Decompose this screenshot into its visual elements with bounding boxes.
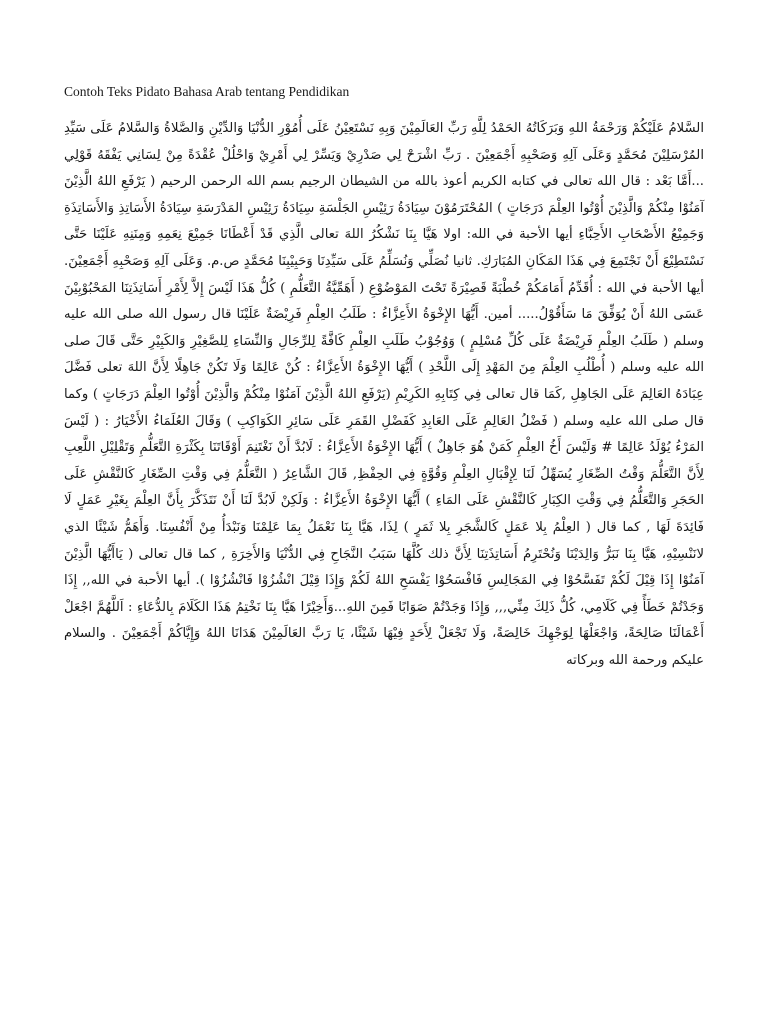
document-page (64, 84, 704, 674)
speech-body-text: السَّلامُ عَلَيْكُمْ وَرَحْمَةُ اللهِ وَبَرَكَاتُهُ الحَمْدُ لِلَّهِ رَبِّ العَالَمِيْنَ وَبِهِ نَسْتَعِيْنُ عَلَى أُمُوْرِ الدُّنْيَا وَالدِّيْنِ وَالصَّلاةُ وَالسَّلامُ عَلَى سَيِّدِ المُرْسَلِيْنَ مُحَمَّدٍ وَعَلَى آلِهِ وَصَحْبِهِ أَجْمَعِيْنَ . رَبِّ اشْرَحْ لِي صَدْرِيْ وَيَسِّرْ لِي أَمْرِيْ وَاحْلُلْ عُقْدَةً مِنْ لِسَانِي يَفْقَهُ قَوْلِي ...أَمَّا بَعْد : قال الله تعالى في كتابه الكريم أعوذ بالله من الشيطان الرجيم بسم الله الرحمن الرحيم ( يَرْفَعِ اللهُ الَّذِيْنَ آمَنُوْا مِنْكُمْ وَالَّذِيْنَ أُوْتُوا العِلْمَ دَرَجَاتٍ ) المُحْتَرَمُوْنَ سِيَادَةُ رَئِيْسِ الجَلْسَةِ سِيَادَةُ رَئِيْسِ المَدْرَسَةِ سِيَادَةُ الأَسَاتِذِ وَالأَسَاتِذَةِ وَجَمِيْعُ الأَصْحَابِ الأَحِبَّاءِ أيها الأحبة في الله: اولا هَيَّا بِنَا نَشْكُرُ اللهَ تعالى الَّذِي قَدْ أَعْطَانَا جَمِيْعَ نِعَمِهِ وَمِنَنِهِ عَلَيْنَا حَتَّى نَسْتَطِيْعَ أَنْ نَجْتَمِعَ فِي هَذَا المَكَانِ المُبَارَكِ. ثانيا نُصَلِّي وَنُسَلِّمُ عَلَى سَيِّدِنَا وَحَبِيْبِنَا مُحَمَّدٍ ص.م. وَعَلَى آلِهِ وَصَحْبِهِ أَجْمَعِيْنَ. أيها الأحبة في الله : أُقَدِّمُ أَمَامَكُمْ خُطْبَةً قَصِيْرَةً تَحْتَ المَوْضُوْعِ ( أَهَمِّيَّةُ التَّعَلُّمِ ) كُلُّ هَذَا لَيْسَ إِلاَّ لِأَمْرِ أَسَاتِذَتِنَا المَحْبُوْبِيْنَ عَسَى اللهُ أَنْ يُوَفِّقَ مَا سَأَقُوْلُ..... أمين. أَيُّهَا الإِخْوَةُ الأَعِزَّاءُ : طَلَبُ العِلْمِ فَرِيْضَةٌ عَلَيْنَا قال رسول الله صلى الله عليه وسلم ( طَلَبُ العِلْمِ فَرِيْضَةٌ عَلَى كُلِّ مُسْلِمٍ ) وَوُجُوْبُ طَلَبِ العِلْمِ كَافَّةً لِلرِّجَالِ وَالنِّسَاءِ لِلصَّغِيْرِ وَالكَبِيْرِ حَتَّى قَالَ صلى الله عليه وسلم ( أُطْلُبِ العِلْمَ مِنَ المَهْدِ إِلَى اللَّحْدِ ) أَيُّهَا الإِخْوَةُ الأَعِزَّاءُ : كُنْ عَالِمًا وَلَا تَكُنْ جَاهِلًا لِأَنَّ اللهَ تعلى فَضَّلَ عِبَادَهُ العَالِمَ عَلَى الجَاهِلِ ,كَمَا قال تعالى فِي كِتَابِهِ الكَرِيْمِ (يَرْفَعِ اللهُ الَّذِيْنَ آمَنُوْا مِنْكُمْ وَالَّذِيْنَ أُوْتُوا العِلْمَ دَرَجَاتٍ ) وكما قال صلى الله عليه وسلم ( فَضْلُ العَالِمِ عَلَى العَابِدِ كَفَضْلِ القَمَرِ عَلَى سَائِرِ الكَوَاكِبِ ) وَقَالَ العُلَمَاءُ الأَخْيَارُ : ( لَيْسَ المَرْءُ يُوْلَدُ عَالِمًا # وَلَيْسَ أَخُ العِلْمِ كَمَنْ هُوَ جَاهِلٌ ) أَيُّهَا الإِخْوَةُ الأَعِزَّاءُ : لَابُدَّ أَنْ نَغْتَنِمَ أَوْقَاتَنَا بِكَثْرَةِ التَّعَلُّمِ وَتَقْلِيْلِ اللَّعِبِ لِأَنَّ التَّعَلُّمَ وَقْتُ الصِّغَارِ يُسَهِّلُ لَنَا لِإِقْبَالِ العِلْمِ وَقُوَّةٍ فِي الحِفْظِ, قَالَ الشَّاعِرُ ( التَّعَلُّمُ فِي وَقْتِ الصِّغَارِ كَالنَّقْشِ عَلَى الحَجَرِ وَالتَّعَلُّمُ فِي وَقْتِ الكِبَارِ كَالنَّقْشِ عَلَى المَاءِ ) أَيُّهَا الإِخْوَةُ الأَعِزَّاءُ : وَلَكِنْ لَابُدَّ لَنَا أَنْ نَتَذَكَّرَ بِأَنَّ العِلْمَ بِغَيْرِ عَمَلٍ لَا فَائِدَةَ لَهَا , كما قال ( العِلْمُ بِلا عَمَلٍ كَالشَّجَرِ بِلا ثَمَرٍ ) لِذَا، هَيَّا بِنَا نَعْمَلُ بِمَا عَلِمْنَا وَنَبْدَأُ مِنْ أَنْفُسِنَا. وَأَهَمُّ شَيْئًا الذي لانَنْسِيْهِ، هَيَّا بِنَا نَبَرُّ وَالِدَيْنَا وَنُحْتَرِمُ أَسَاتِذَتِنَا لِأَنَّ ذلك كُلَّهَا سَبَبُ النَّجَاحِ فِي الدُّنْيَا وَالأَخِرَةِ , كما قال تعالى ( يَاأَيُّهَا الَّذِيْنَ آمَنُوْا إِذَا قِيْلَ لَكُمْ تَفَسَّحُوْا فِي المَجَالِسِ فَافْسَحُوْا يَفْسَحِ اللهُ لَكُمْ وَإِذَا قِيْلَ انْشُزُوْا فَانْشُزُوْا ). أيها الأحبة في الله,, إِذَا وَجَدْتُمْ خَطَأً فِي كَلَامِي، كُلُّ ذَلِكَ مِنِّي,,, وَإِذَا وَجَدْتُمْ صَوَابًا فَمِنَ اللهِ...وَأَخِيْرًا هَيَّا بِنَا نَخْتِمُ هَذَا الكَلَامَ بِالدُّعَاءِ : اَللَّهُمَّ اجْعَلْ أَعْمَالَنَا صَالِحَةً، وَاجْعَلْهَا لِوَجْهِكَ خَالِصَةً، وَلَا تَجْعَلْ لِأَحَدٍ فِيْهَا شَيْئًا، يَا رَبَّ العَالَمِيْنَ هَدَانَا اللهُ وَإِيَّاكُمْ أَجْمَعِيْنَ . والسلام عليكم ورحمة الله وبركاته (64, 121, 704, 668)
document-title: Contoh Teks Pidato Bahasa Arab tentang Pendidikan (64, 84, 350, 99)
